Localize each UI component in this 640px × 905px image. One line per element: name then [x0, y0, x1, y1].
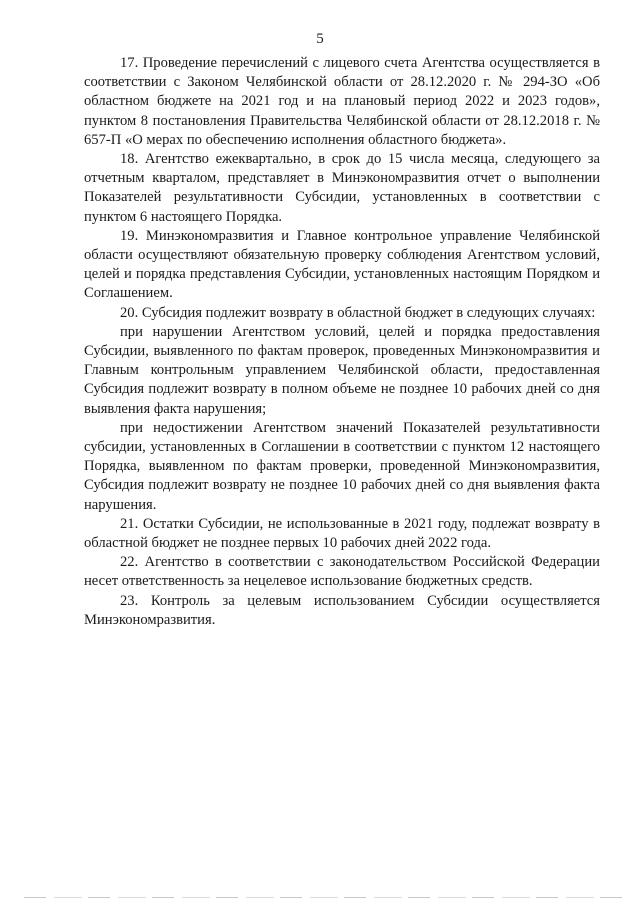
paragraph-20: 20. Субсидия подлежит возврату в областной бюджет в следующих случаях:	[120, 304, 596, 321]
paragraph-23: 23. Контроль за целевым использованием Субсидии осуществляется Минэкономразвития.	[84, 592, 600, 628]
paragraph-19: 19. Минэкономразвития и Главное контрольное управление Челябинской области осуществляют обязательную проверку соблюдения Агентством условий, целей и порядка представления Субсидии, установленных настоящим Порядком и Соглашением.	[84, 227, 600, 302]
paragraph-20-case-1: при нарушении Агентством условий, целей и порядка предоставления Субсидии, выявленного по фактам проверок, проведенных Минэкономразвития и Главным контрольным управлением Челябинской области, предоставленная Субсидия подлежит возврату в полном объеме не позднее 10 рабочих дней со дня выявления факта нарушения;	[84, 323, 600, 417]
paragraph-20-case-2: при недостижении Агентством значений Показателей результативности субсидии, установленных в Соглашении в соответствии с пунктом 12 настоящего Порядка, выявленном по фактам проверки, проведенной Минэкономразвития, Субсидия подлежит возврату не позднее 10 рабочих дней со дня выявления факта нарушения.	[84, 419, 600, 513]
paragraph-22: 22. Агентство в соответствии с законодательством Российской Федерации несет ответственность за нецелевое использование бюджетных средств.	[84, 554, 600, 590]
document-body	[84, 54, 600, 630]
page-number: 5	[316, 31, 324, 47]
paragraph-18: 18. Агентство ежеквартально, в срок до 15 числа месяца, следующего за отчетным кварталом, представляет в Минэкономразвития отчет о выполнении Показателей результативности Субсидии, установленных в соответствии с пунктом 6 настоящего Порядка.	[84, 151, 600, 225]
paragraph-17: 17. Проведение перечислений с лицевого счета Агентства осуществляется в соответствии с Законом Челябинской области от 28.12.2020 г. № 294-ЗО «Об областном бюджете на 2021 год и на плановый период 2022 и 2023 годов», пунктом 8 постановления Правительства Челябинской области от 28.12.2018 г. № 657-П «О мерах по обеспечению исполнения областного бюджета».	[84, 55, 600, 148]
scan-edge-line	[24, 897, 624, 898]
paragraph-21: 21. Остатки Субсидии, не использованные в 2021 году, подлежат возврату в областной бюджет не позднее первых 10 рабочих дней 2022 года.	[84, 515, 600, 552]
